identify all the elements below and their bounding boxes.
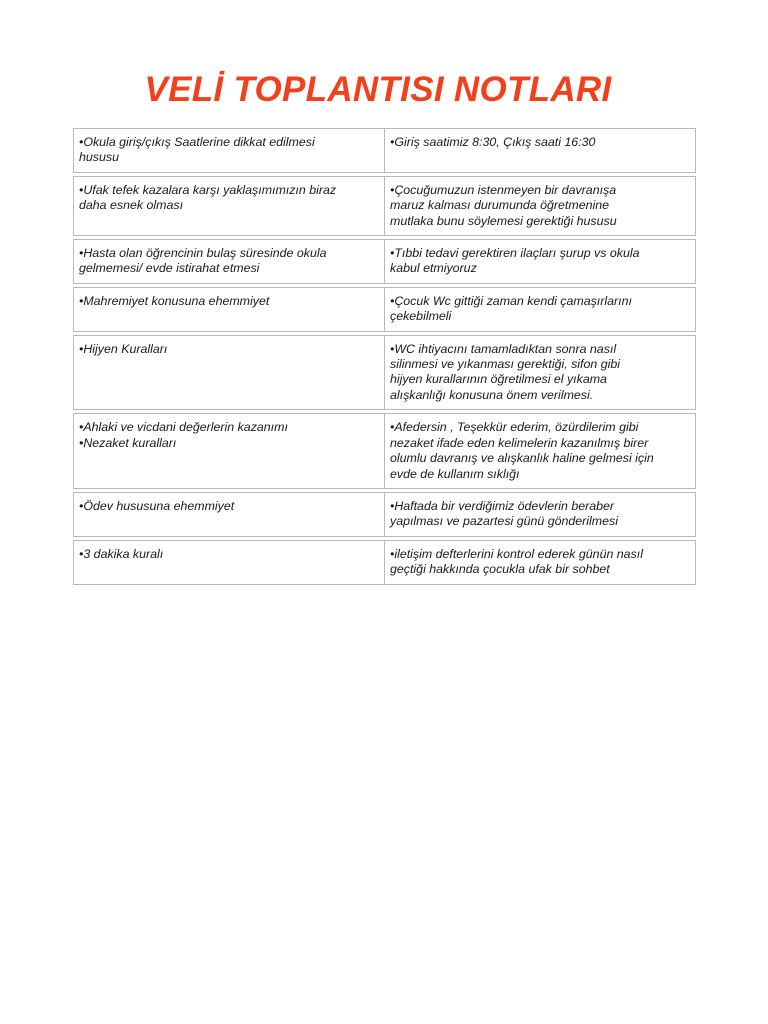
topic-cell: •Hijyen Kuralları (74, 335, 385, 410)
topic-cell: •Okula giriş/çıkış Saatlerine dikkat edilmesi hususu (74, 129, 385, 173)
table-row (74, 414, 696, 489)
page-title: VELİ TOPLANTISI NOTLARI (144, 70, 612, 109)
topic-cell: •Ufak tefek kazalara karşı yaklaşımımızın biraz daha esnek olması (74, 176, 385, 235)
table-row (74, 129, 696, 173)
table-row (74, 176, 696, 235)
table-row (74, 335, 696, 410)
topic-cell: •Mahremiyet konusuna ehemmiyet (74, 287, 385, 331)
table-row (74, 492, 696, 536)
topic-cell: •Hasta olan öğrencinin bulaş süresinde okula gelmemesi/ evde istirahat etmesi (74, 240, 385, 284)
topic-cell: •3 dakika kuralı (74, 540, 385, 584)
note-cell: •Çocuk Wc gittiği zaman kendi çamaşırlarını çekebilmeli (385, 287, 696, 331)
note-cell: •Giriş saatimiz 8:30, Çıkış saati 16:30 (385, 129, 696, 173)
note-cell: •iletişim defterlerini kontrol ederek günün nasıl geçtiği hakkında çocukla ufak bir sohbet (385, 540, 696, 584)
notes-table (73, 128, 696, 585)
note-cell: •Afedersin , Teşekkür ederim, özürdilerim gibi nezaket ifade eden kelimelerin kazanılmış birer olumlu davranış ve alışkanlık haline gelmesi için evde de kullanım sıklığı (385, 414, 696, 489)
topic-cell: •Ödev hususuna ehemmiyet (74, 492, 385, 536)
note-cell: •WC ihtiyacını tamamladıktan sonra nasıl silinmesi ve yıkanması gerektiği, sifon gibi hijyen kurallarının öğretilmesi el yıkama alışkanlığı konusuna önem verilmesi. (385, 335, 696, 410)
note-cell: •Haftada bir verdiğimiz ödevlerin beraber yapılması ve pazartesi günü gönderilmesi (385, 492, 696, 536)
topic-cell: •Ahlaki ve vicdani değerlerin kazanımı •Nezaket kuralları (74, 414, 385, 489)
table-row (74, 240, 696, 284)
note-cell: •Çocuğumuzun istenmeyen bir davranışa maruz kalması durumunda öğretmenine mutlaka bunu söylemesi gerektiği hususu (385, 176, 696, 235)
table-row (74, 540, 696, 584)
note-cell: •Tıbbi tedavi gerektiren ilaçları şurup vs okula kabul etmiyoruz (385, 240, 696, 284)
table-row (74, 287, 696, 331)
